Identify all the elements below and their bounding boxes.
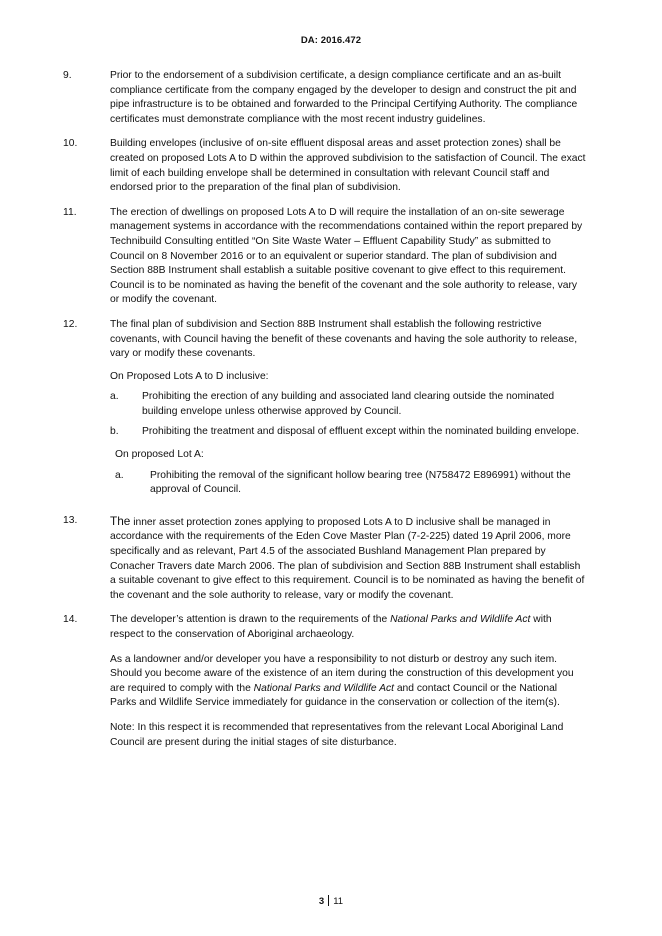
clause-text — [110, 514, 586, 604]
lots-a-to-d-heading: On Proposed Lots A to D inclusive: — [110, 370, 269, 382]
da-number: DA: 2016.472 — [300, 35, 362, 46]
clause-paragraph-2 — [110, 653, 586, 711]
clause-13 — [63, 514, 586, 604]
clause-11 — [63, 206, 586, 308]
page-total: 11 — [333, 896, 344, 907]
clause-number: 11. — [63, 206, 77, 218]
clause-text: Prior to the endorsement of a subdivision certificate, a design compliance certificate and an as-built compliance certificate from the company engaged by the developer to design and construct the pit and pipe infrastructure is to be obtained and forwarded to the Principal Certifying Authority. The compliance certificates must demonstrate compliance with the most recent industry guidelines. — [110, 70, 578, 125]
clause-number: 13. — [63, 514, 78, 526]
clause-text-rest: inner asset protection zones applying to proposed Lots A to D inclusive shall be managed in accordance with the requirements of the Eden Cove Master Plan (7-2-225) dated 19 April 2006, more specifically and as relevant, Part 4.5 of the associated Bushland Management Plan prepared by Conacher Travers date March 2006. The plan of subdivision and Section 88B Instrument shall establish a suitable covenant to give effect to this requirement. Council is to be nominated as having the benefit of the covenant and the sole authority to release, vary or modify the covenant. — [110, 516, 585, 601]
sub-item-text: Prohibiting the treatment and disposal of effluent except within the nominated building envelope. — [142, 426, 580, 438]
clause-paragraph-1 — [110, 613, 586, 642]
sub-item-letter: a. — [115, 469, 124, 481]
clause-text: The erection of dwellings on proposed Lots A to D will require the installation of an on-site sewerage management systems in accordance with the recommendations contained within the report prepared by Technibuild Consulting entitled “On Site Waste Water – Effluent Capability Study” as submitted to Council on 8 November 2016 or to an equivalent or superior standard. The plan of subdivision and Section 88B Instrument shall establish a suitable positive covenant to give effect to this requirement. Council is to be nominated as having the benefit of the covenant and the sole authority to release, vary or modify the covenant. — [110, 206, 583, 306]
clause-number: 10. — [63, 138, 78, 150]
sub-item — [110, 390, 586, 419]
clause-12 — [63, 318, 586, 504]
text-run: The developer’s attention is drawn to the requirements of the — [110, 614, 391, 626]
clause-10 — [63, 137, 586, 195]
page-header — [0, 34, 662, 49]
clause-14 — [63, 613, 586, 750]
clause-number: 12. — [63, 318, 78, 330]
clause-number: 9. — [63, 70, 72, 81]
clause-note: Note: In this respect it is recommended that representatives from the relevant Local Aboriginal Land Council are present during the initial stages of site disturbance. — [110, 721, 564, 748]
clause-text: Building envelopes (inclusive of on-site effluent disposal areas and asset protection zones) shall be created on proposed Lots A to D within the approved subdivision to the satisfaction of Council. The exact limit of each building envelope shall be determined in consultation with relevant Council staff and endorsed prior to the preparation of the final plan of subdivision. — [110, 138, 586, 194]
sub-item — [115, 469, 586, 498]
sub-item — [110, 425, 586, 440]
sub-item-text: Prohibiting the removal of the significant hollow bearing tree (N758472 E896991) without the approval of Council. — [150, 469, 571, 496]
conditions-list — [63, 69, 586, 760]
sub-item-letter: a. — [110, 391, 119, 403]
text-run: As a landowner and/or developer you have a responsibility to not disturb or destroy any such item. Should you become aware of the existence of an item during the construction of this development you are required to comply with the — [110, 653, 574, 694]
page-footer — [0, 895, 662, 910]
act-name: National Parks and Wildlife Act — [253, 682, 394, 694]
sub-item-letter: b. — [110, 426, 119, 438]
clause-text: The final plan of subdivision and Section 88B Instrument shall establish the following restrictive covenants, with Council having the benefit of these covenants and having the sole authority to release, vary or modify these covenants. — [110, 318, 578, 360]
lot-a-heading: On proposed Lot A: — [115, 449, 204, 461]
clause-number: 14. — [63, 614, 78, 626]
page-number: 3 — [318, 896, 325, 907]
clause-9 — [63, 69, 586, 127]
text-run: with respect to the conservation of Aboriginal archaeology. — [110, 614, 552, 640]
sub-item-text: Prohibiting the erection of any building and associated land clearing outside the nominated building envelope unless otherwise approved by Council. — [142, 391, 555, 417]
act-name: National Parks and Wildlife Act — [390, 614, 531, 626]
text-run: and contact Council or the National Parks and Wildlife Service immediately for guidance in the conservation or collection of the item(s). — [110, 682, 560, 709]
page-separator — [328, 895, 329, 906]
lot-a-group — [110, 448, 586, 498]
clause-first-word: The — [110, 513, 131, 528]
